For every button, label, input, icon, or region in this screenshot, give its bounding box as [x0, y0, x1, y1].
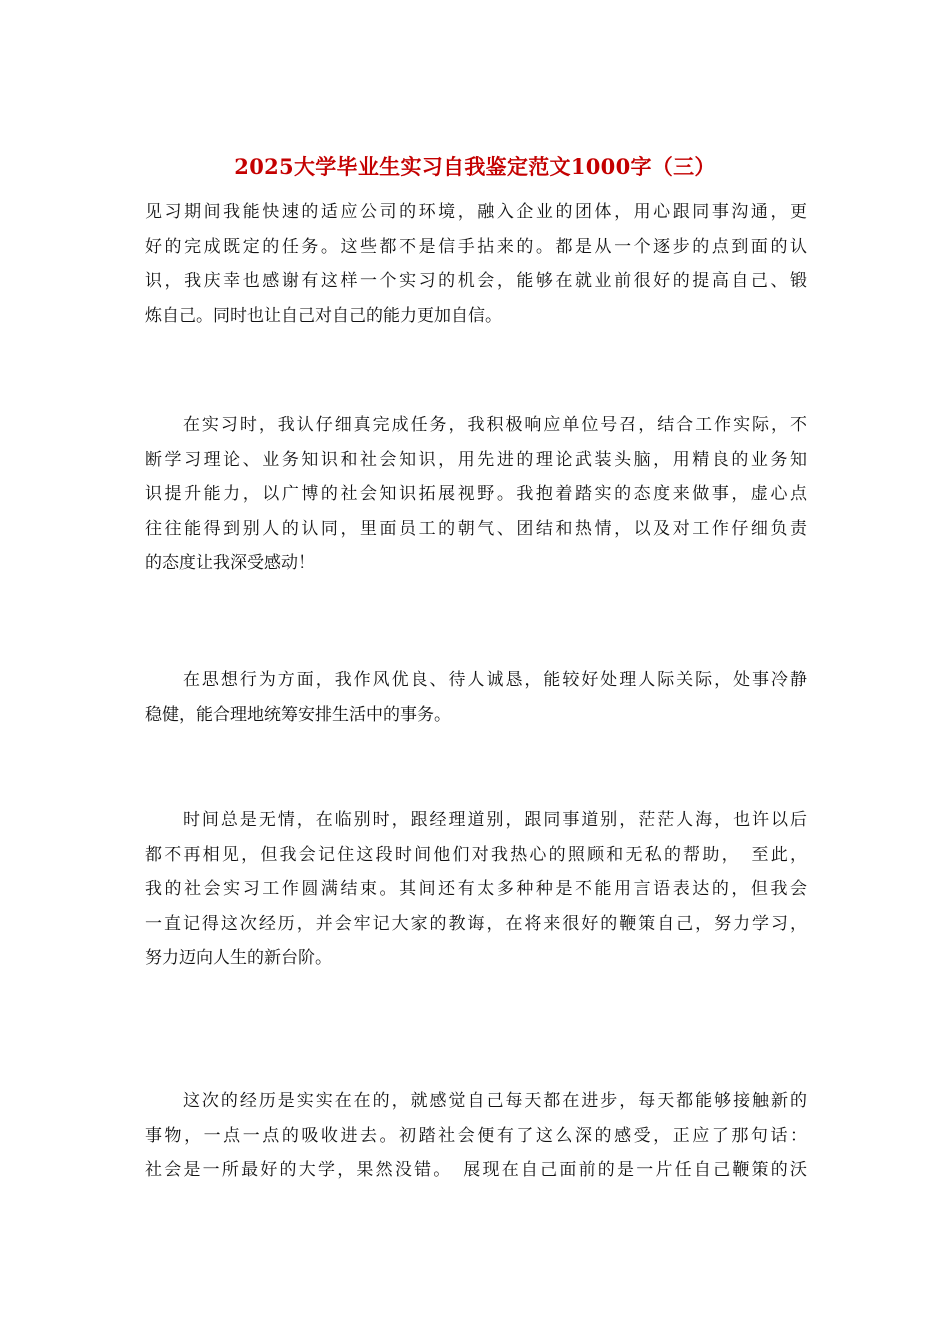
paragraph-line: 都不再相见，但我会记住这段时间他们对我热心的照顾和无私的帮助， 至此，: [145, 844, 807, 865]
paragraph-line: 好的完成既定的任务。这些都不是信手拈来的。都是从一个逐步的点到面的认: [145, 236, 807, 257]
paragraph-line: 努力迈向人生的新台阶。: [145, 948, 332, 968]
paragraph-4: [145, 803, 807, 976]
paragraph-line: 见习期间我能快速的适应公司的环境，融入企业的团体，用心跟同事沟通，更: [145, 202, 807, 222]
paragraph-3: [145, 663, 807, 732]
paragraph-line: 在实习时，我认仔细真完成任务，我积极响应单位号召，结合工作实际，不: [145, 415, 807, 435]
paragraph-2: [145, 408, 807, 581]
paragraph-line: 事物，一点一点的吸收进去。初踏社会便有了这么深的感受，正应了那句话：: [145, 1125, 807, 1146]
paragraph-line: 识，我庆幸也感谢有这样一个实习的机会，能够在就业前很好的提高自己、锻: [145, 271, 807, 291]
paragraph-line: 稳健，能合理地统筹安排生活中的事务。: [145, 704, 451, 725]
paragraph-1: [145, 195, 807, 333]
paragraph-line: 断学习理论、业务知识和社会知识，用先进的理论武装头脑，用精良的业务知: [145, 449, 807, 470]
paragraph-line: 时间总是无情，在临别时，跟经理道别，跟同事道别，茫茫人海，也许以后: [145, 810, 807, 830]
paragraph-line: 我的社会实习工作圆满结束。其间还有太多种种是不能用言语表达的，但我会: [145, 879, 807, 899]
paragraph-line: 社会是一所最好的大学，果然没错。 展现在自己面前的是一片任自己鞭策的沃: [145, 1160, 807, 1180]
paragraph-line: 的态度让我深受感动！: [145, 553, 315, 573]
paragraph-line: 在思想行为方面，我作风优良、待人诚恳，能较好处理人际关际，处事冷静: [145, 670, 807, 690]
paragraph-5: [145, 1084, 807, 1188]
paragraph-line: 往往能得到别人的认同，里面员工的朝气、团结和热情，以及对工作仔细负责: [145, 518, 807, 539]
document-title: 2025大学毕业生实习自我鉴定范文1000字（三）: [234, 154, 716, 179]
paragraph-line: 一直记得这次经历，并会牢记大家的教诲，在将来很好的鞭策自己，努力学习，: [145, 913, 807, 934]
paragraph-line: 炼自己。同时也让自己对自己的能力更加自信。: [145, 305, 502, 326]
paragraph-line: 这次的经历是实实在在的，就感觉自己每天都在进步，每天都能够接触新的: [145, 1091, 807, 1111]
paragraph-line: 识提升能力，以广博的社会知识拓展视野。我抱着踏实的态度来做事，虚心点: [145, 484, 807, 504]
